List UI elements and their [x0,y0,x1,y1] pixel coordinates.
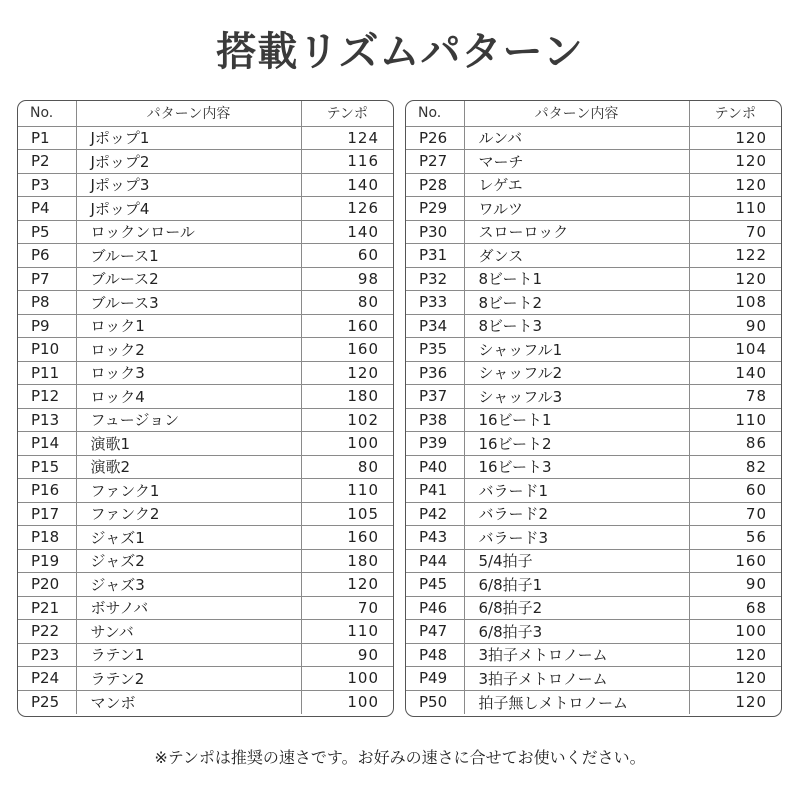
pattern-name: ブルース3 [76,291,301,315]
pattern-number: P15 [18,455,76,479]
pattern-tempo: 116 [301,150,393,174]
table-row [406,573,781,597]
table-row [18,314,393,338]
table-row [18,526,393,550]
pattern-name: シャッフル1 [464,338,689,362]
pattern-number: P34 [406,314,464,338]
table-row [406,314,781,338]
table-row [406,244,781,268]
table-row [18,244,393,268]
table-row [406,150,781,174]
pattern-number: P20 [18,573,76,597]
pattern-tempo: 104 [689,338,781,362]
table-row [406,173,781,197]
table-row [18,690,393,714]
pattern-name: ロック1 [76,314,301,338]
table-row [406,267,781,291]
pattern-name: ブルース1 [76,244,301,268]
table-row [406,620,781,644]
pattern-number: P25 [18,690,76,714]
pattern-tempo: 100 [301,432,393,456]
pattern-name: レゲエ [464,173,689,197]
table-row [406,338,781,362]
pattern-tempo: 60 [301,244,393,268]
pattern-name: 拍子無しメトロノーム [464,690,689,714]
pattern-name: 8ビート2 [464,291,689,315]
table-row [406,432,781,456]
table-row [18,643,393,667]
pattern-name: ジャズ1 [76,526,301,550]
pattern-tempo: 120 [689,150,781,174]
pattern-number: P18 [18,526,76,550]
pattern-tempo: 180 [301,549,393,573]
pattern-tempo: 120 [689,173,781,197]
pattern-tempo: 70 [301,596,393,620]
pattern-name: 6/8拍子2 [464,596,689,620]
header-tempo: テンポ [301,101,393,126]
pattern-tempo: 80 [301,455,393,479]
pattern-number: P39 [406,432,464,456]
header-no: No. [18,101,76,126]
pattern-name: ブルース2 [76,267,301,291]
pattern-name: 16ビート3 [464,455,689,479]
pattern-number: P28 [406,173,464,197]
table-header-row [18,101,393,126]
pattern-number: P42 [406,502,464,526]
pattern-number: P40 [406,455,464,479]
pattern-number: P50 [406,690,464,714]
pattern-name: ファンク2 [76,502,301,526]
pattern-number: P3 [18,173,76,197]
table-row [18,173,393,197]
table-row [406,502,781,526]
pattern-tempo: 160 [301,314,393,338]
pattern-number: P29 [406,197,464,221]
pattern-tempo: 160 [301,338,393,362]
pattern-number: P48 [406,643,464,667]
table-row [406,455,781,479]
pattern-name: ロック2 [76,338,301,362]
pattern-number: P17 [18,502,76,526]
pattern-name: スローロック [464,220,689,244]
pattern-tempo: 60 [689,479,781,503]
page-title: 搭載リズムパターン [216,29,584,75]
pattern-table [18,101,393,714]
pattern-tempo: 108 [689,291,781,315]
pattern-name: Jポップ4 [76,197,301,221]
table-row [18,385,393,409]
pattern-number: P24 [18,667,76,691]
pattern-name: ワルツ [464,197,689,221]
pattern-name: バラード2 [464,502,689,526]
pattern-number: P5 [18,220,76,244]
pattern-name: 演歌1 [76,432,301,456]
pattern-table [406,101,781,714]
pattern-number: P8 [18,291,76,315]
pattern-tempo: 90 [689,314,781,338]
table-row [18,126,393,150]
table-row [406,549,781,573]
pattern-name: 16ビート1 [464,408,689,432]
pattern-tempo: 78 [689,385,781,409]
pattern-number: P36 [406,361,464,385]
table-row [406,291,781,315]
table-row [18,596,393,620]
pattern-name: フュージョン [76,408,301,432]
table-row [18,197,393,221]
pattern-tempo: 140 [689,361,781,385]
pattern-name: 6/8拍子1 [464,573,689,597]
pattern-tempo: 140 [301,220,393,244]
table-row [18,667,393,691]
pattern-tempo: 140 [301,173,393,197]
pattern-name: シャッフル2 [464,361,689,385]
pattern-name: ラテン2 [76,667,301,691]
pattern-tempo: 68 [689,596,781,620]
pattern-name: 演歌2 [76,455,301,479]
pattern-number: P44 [406,549,464,573]
table-row [406,667,781,691]
pattern-tempo: 86 [689,432,781,456]
pattern-number: P23 [18,643,76,667]
table-row [18,361,393,385]
pattern-tempo: 120 [689,126,781,150]
pattern-tempo: 122 [689,244,781,268]
pattern-number: P14 [18,432,76,456]
pattern-number: P16 [18,479,76,503]
table-row [406,526,781,550]
pattern-number: P49 [406,667,464,691]
table-row [18,338,393,362]
table-row [406,596,781,620]
table-row [18,408,393,432]
table-row [18,479,393,503]
pattern-tempo: 70 [689,220,781,244]
pattern-tempo: 110 [689,408,781,432]
table-row [406,126,781,150]
pattern-tempo: 90 [301,643,393,667]
pattern-number: P27 [406,150,464,174]
pattern-number: P1 [18,126,76,150]
pattern-name: 6/8拍子3 [464,620,689,644]
pattern-name: バラード1 [464,479,689,503]
pattern-number: P41 [406,479,464,503]
table-row [18,455,393,479]
pattern-tempo: 102 [301,408,393,432]
pattern-tempo: 124 [301,126,393,150]
pattern-number: P22 [18,620,76,644]
pattern-tempo: 110 [301,620,393,644]
pattern-name: バラード3 [464,526,689,550]
header-pattern-name: パターン内容 [76,101,301,126]
pattern-name: 8ビート1 [464,267,689,291]
pattern-tempo: 110 [689,197,781,221]
table-row [406,643,781,667]
pattern-number: P30 [406,220,464,244]
pattern-number: P11 [18,361,76,385]
pattern-number: P26 [406,126,464,150]
table-row [18,150,393,174]
pattern-name: Jポップ1 [76,126,301,150]
pattern-name: 3拍子メトロノーム [464,643,689,667]
pattern-number: P6 [18,244,76,268]
table-row [406,197,781,221]
pattern-number: P2 [18,150,76,174]
pattern-name: 3拍子メトロノーム [464,667,689,691]
table-row [406,690,781,714]
pattern-name: ロックンロール [76,220,301,244]
pattern-number: P37 [406,385,464,409]
pattern-tempo: 100 [347,693,379,711]
pattern-name: ボサノバ [76,596,301,620]
pattern-tempo: 160 [689,549,781,573]
pattern-tempo: 120 [689,643,781,667]
pattern-name: 8ビート3 [464,314,689,338]
pattern-tempo: 120 [301,573,393,597]
pattern-number: P33 [406,291,464,315]
pattern-name: ダンス [464,244,689,268]
pattern-number: P38 [406,408,464,432]
pattern-tempo: 98 [301,267,393,291]
table-row [18,573,393,597]
pattern-name: Jポップ3 [76,173,301,197]
pattern-number: P21 [18,596,76,620]
pattern-tempo: 100 [301,667,393,691]
pattern-tempo: 110 [301,479,393,503]
tempo-footnote: ※テンポは推奨の速さです。お好みの速さに合せてお使いください。 [154,748,646,767]
pattern-name: ロック4 [76,385,301,409]
table-row [18,220,393,244]
pattern-tempo: 120 [689,667,781,691]
rhythm-table-left [17,100,394,717]
pattern-name: ラテン1 [76,643,301,667]
pattern-number: P9 [18,314,76,338]
pattern-name: Jポップ2 [76,150,301,174]
pattern-name: ファンク1 [76,479,301,503]
pattern-number: P12 [18,385,76,409]
pattern-tempo: 180 [301,385,393,409]
pattern-number: P31 [406,244,464,268]
pattern-number: P13 [18,408,76,432]
pattern-number: P7 [18,267,76,291]
table-row [18,620,393,644]
pattern-tempo: 160 [301,526,393,550]
pattern-number: P4 [18,197,76,221]
pattern-tempo: 120 [735,693,767,711]
pattern-name: サンバ [76,620,301,644]
header-no: No. [406,101,464,126]
pattern-tempo: 126 [301,197,393,221]
table-row [18,549,393,573]
pattern-tempo: 100 [689,620,781,644]
table-header-row [406,101,781,126]
table-row [18,291,393,315]
pattern-tempo: 82 [689,455,781,479]
pattern-tempo: 120 [689,267,781,291]
pattern-number: P46 [406,596,464,620]
pattern-name: ジャズ2 [76,549,301,573]
pattern-name: マンボ [76,690,301,714]
pattern-number: P10 [18,338,76,362]
pattern-tempo: 70 [689,502,781,526]
table-row [18,267,393,291]
table-row [406,408,781,432]
header-tempo: テンポ [689,101,781,126]
table-row [406,220,781,244]
pattern-name: ジャズ3 [76,573,301,597]
pattern-tempo: 105 [301,502,393,526]
pattern-number: P43 [406,526,464,550]
pattern-number: P19 [18,549,76,573]
pattern-number: P32 [406,267,464,291]
pattern-name: シャッフル3 [464,385,689,409]
table-row [18,432,393,456]
table-row [406,479,781,503]
pattern-name: ロック3 [76,361,301,385]
pattern-number: P35 [406,338,464,362]
pattern-name: 16ビート2 [464,432,689,456]
pattern-name: マーチ [464,150,689,174]
table-row [406,361,781,385]
table-row [18,502,393,526]
table-row [406,385,781,409]
pattern-tempo: 56 [689,526,781,550]
pattern-name: 5/4拍子 [464,549,689,573]
pattern-name: ルンバ [464,126,689,150]
header-pattern-name: パターン内容 [464,101,689,126]
pattern-tempo: 120 [301,361,393,385]
pattern-number: P47 [406,620,464,644]
pattern-tempo: 80 [301,291,393,315]
pattern-number: P45 [406,573,464,597]
pattern-tempo: 90 [689,573,781,597]
rhythm-table-right [405,100,782,717]
